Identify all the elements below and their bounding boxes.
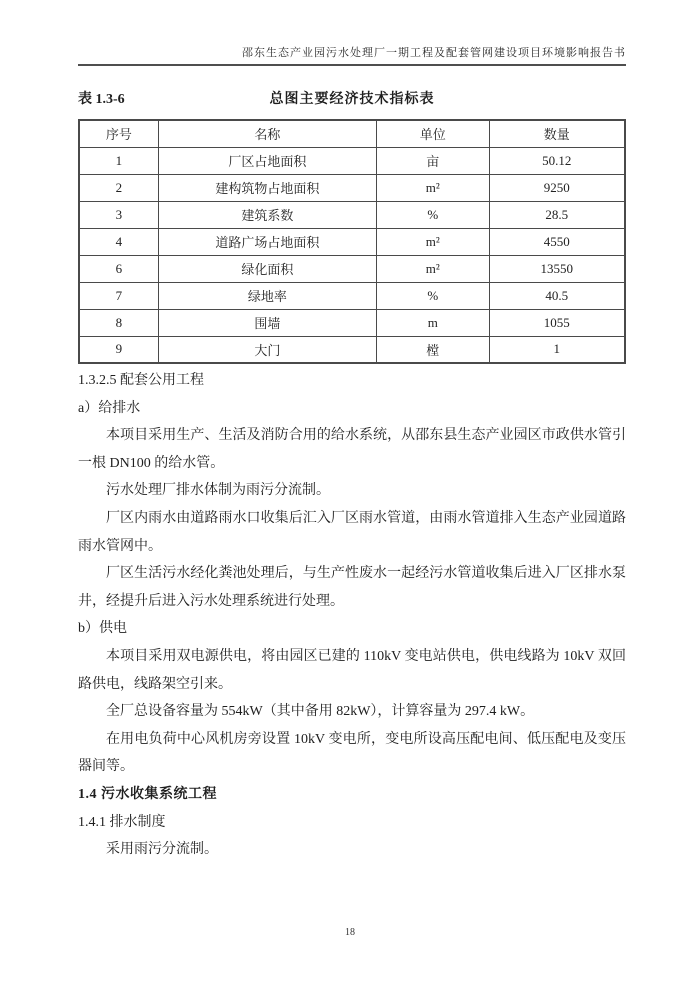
table-cell: 4 xyxy=(79,228,158,255)
page-content xyxy=(78,90,626,864)
header-title: 邵东生态产业园污水处理厂一期工程及配套管网建设项目环境影响报告书 xyxy=(242,47,626,59)
section-heading-1-4: 1.4 污水收集系统工程 xyxy=(78,786,217,802)
table-cell: 13550 xyxy=(489,255,625,282)
table-cell: 1 xyxy=(79,147,158,174)
table-cell: % xyxy=(377,201,489,228)
table-cell: 建构筑物占地面积 xyxy=(158,174,376,201)
table-row xyxy=(79,336,625,363)
paragraph: 厂区内雨水由道路雨水口收集后汇入厂区雨水管道，由雨水管道排入生态产业园道路雨水管网中。 xyxy=(78,510,626,554)
paragraph: 污水处理厂排水体制为雨污分流制。 xyxy=(106,483,330,499)
page-number: 18 xyxy=(345,927,355,938)
table-cell: 建筑系数 xyxy=(158,201,376,228)
table-cell: m xyxy=(377,309,489,336)
table-cell: 28.5 xyxy=(489,201,625,228)
table-cell: m² xyxy=(377,174,489,201)
paragraph: 在用电负荷中心风机房旁设置 10kV 变电所，变电所设高压配电间、低压配电及变压器间等。 xyxy=(78,731,626,775)
table-cell: 40.5 xyxy=(489,282,625,309)
table-cell: 6 xyxy=(79,255,158,282)
table-cell: 7 xyxy=(79,282,158,309)
table-cell: 8 xyxy=(79,309,158,336)
table-cell: 绿地率 xyxy=(158,282,376,309)
table-caption xyxy=(78,90,626,110)
table-cell: 道路广场占地面积 xyxy=(158,228,376,255)
table-cell: 3 xyxy=(79,201,158,228)
table-row xyxy=(79,147,625,174)
section-heading-1-4-1: 1.4.1 排水制度 xyxy=(78,814,166,830)
paragraph: 全厂总设备容量为 554kW（其中备用 82kW），计算容量为 297.4 kW。 xyxy=(106,704,535,720)
table-cell: 围墙 xyxy=(158,309,376,336)
table-cell: m² xyxy=(377,228,489,255)
table-header-row xyxy=(79,120,625,147)
page-header xyxy=(78,44,626,66)
table-row xyxy=(79,174,625,201)
column-header-no: 序号 xyxy=(79,120,158,147)
page-footer xyxy=(0,922,700,940)
column-header-qty: 数量 xyxy=(489,120,625,147)
body-text xyxy=(78,367,626,864)
section-heading-1-3-2-5: 1.3.2.5 配套公用工程 xyxy=(78,373,204,388)
paragraph: 本项目采用双电源供电，将由园区已建的 110kV 变电站供电，供电线路为 10kV 双回路供电，线路架空引来。 xyxy=(78,648,626,692)
paragraph: 厂区生活污水经化粪池处理后，与生产性废水一起经污水管道收集后进入厂区排水泵井，经提升后进入污水处理系统进行处理。 xyxy=(78,566,626,609)
table-cell: % xyxy=(377,282,489,309)
table-cell: 50.12 xyxy=(489,147,625,174)
table-row xyxy=(79,255,625,282)
paragraph: 采用雨污分流制。 xyxy=(106,842,218,858)
table-cell: 亩 xyxy=(377,147,489,174)
sub-item-a-water: a）给排水 xyxy=(78,400,141,416)
paragraph: 本项目采用生产、生活及消防合用的给水系统，从邵东县生态产业园区市政供水管引一根 DN100 的给水管。 xyxy=(78,428,626,471)
table-row xyxy=(79,228,625,255)
table-cell: 9 xyxy=(79,336,158,363)
table-cell: 1055 xyxy=(489,309,625,336)
table-label: 表 1.3-6 xyxy=(78,92,125,107)
table-title: 总图主要经济技术指标表 xyxy=(269,92,435,107)
table-cell: 樘 xyxy=(377,336,489,363)
indicators-table xyxy=(78,119,626,364)
table-cell: 绿化面积 xyxy=(158,255,376,282)
column-header-unit: 单位 xyxy=(377,120,489,147)
table-cell: 大门 xyxy=(158,336,376,363)
table-row xyxy=(79,201,625,228)
table-cell: 厂区占地面积 xyxy=(158,147,376,174)
table-cell: m² xyxy=(377,255,489,282)
column-header-name: 名称 xyxy=(158,120,376,147)
table-row xyxy=(79,309,625,336)
sub-item-b-power: b）供电 xyxy=(78,621,127,637)
table-cell: 9250 xyxy=(489,174,625,201)
table-cell: 4550 xyxy=(489,228,625,255)
table-cell: 1 xyxy=(489,336,625,363)
table-cell: 2 xyxy=(79,174,158,201)
table-row xyxy=(79,282,625,309)
